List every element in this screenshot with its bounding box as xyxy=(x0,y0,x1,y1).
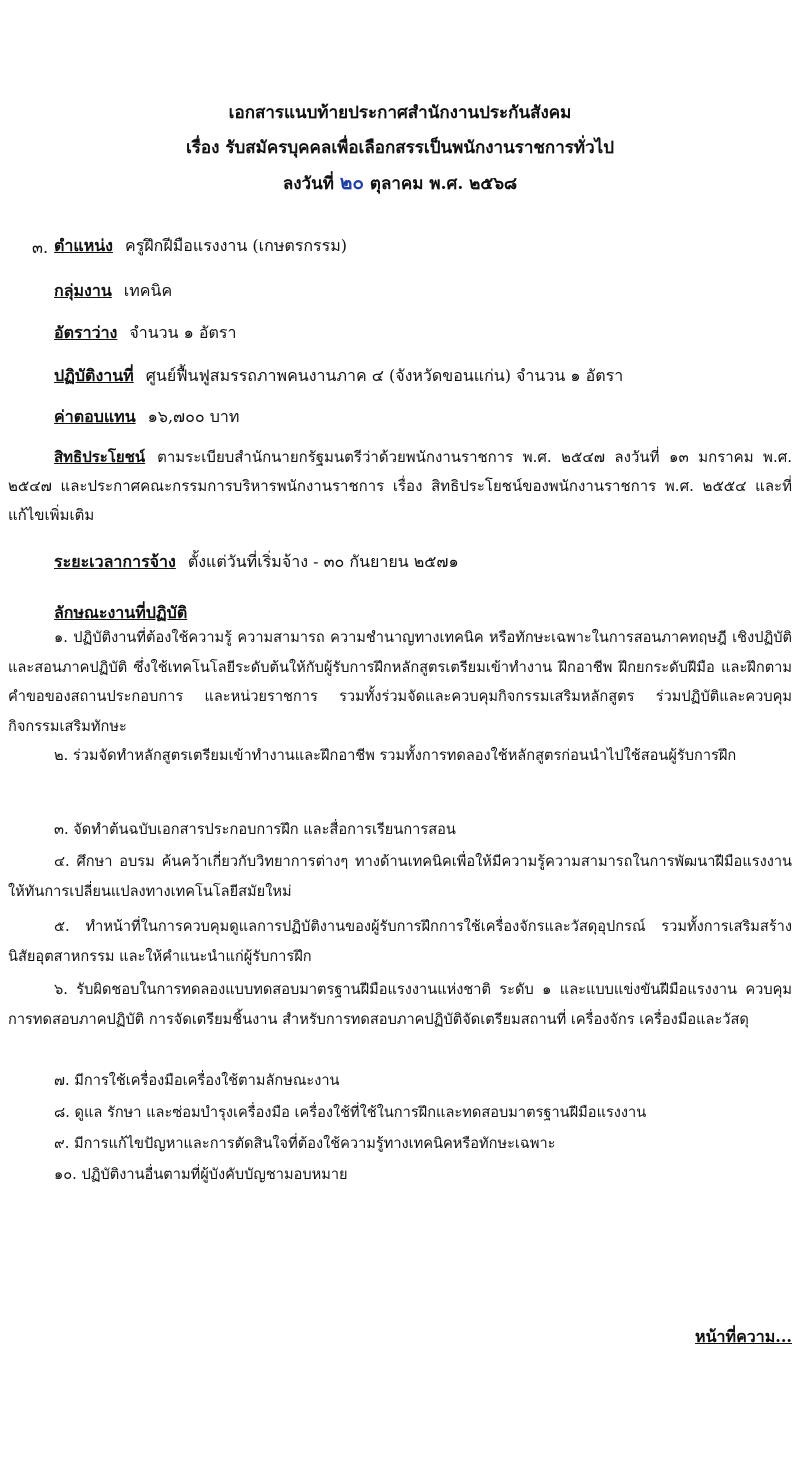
duty-text: ๘. ดูแล รักษา และซ่อมบำรุงเครื่องมือ เครื่องใช้ที่ใช้ในการฝึกและทดสอบมาตรฐานฝีมือแรงงาน xyxy=(54,1104,647,1121)
duty-text: ๕. ทำหน้าที่ในการควบคุมดูแลการปฏิบัติงานของผู้รับการฝึกการใช้เครื่องจักรและวัสดุอุปกรณ์ รวมทั้งการเสริมสร้างนิสัยอุตสาหกรรม และให้คำแนะนำแก่ผู้รับการฝึก xyxy=(8,918,792,965)
group-label: กลุ่มงาน xyxy=(54,281,112,300)
workplace-value: ศูนย์ฟื้นฟูสมรรถภาพคนงานภาค ๔ (จังหวัดขอนแก่น) จำนวน ๑ อัตรา xyxy=(145,366,624,385)
duty-item xyxy=(8,1066,792,1096)
duty-text: ๓. จัดทำต้นฉบับเอกสารประกอบการฝึก และสื่อการเรียนการสอน xyxy=(54,821,456,838)
duty-item xyxy=(8,1160,792,1190)
duty-item xyxy=(8,1129,792,1159)
header-date-suffix: ตุลาคม พ.ศ. ๒๕๖๘ xyxy=(369,174,518,194)
duties-title: ลักษณะงานที่ปฏิบัติ xyxy=(54,603,188,622)
duty-text: ๗. มีการใช้เครื่องมือเครื่องใช้ตามลักษณะงาน xyxy=(54,1072,340,1089)
duty-text: ๑. ปฏิบัติงานที่ต้องใช้ความรู้ ความสามารถ ความชำนาญทางเทคนิค หรือทักษะเฉพาะในการสอนภาคทฤษฎี เชิงปฏิบัติและสอนภาคปฏิบัติ ซึ่งใช้เทคโนโลยีระดับต้นให้กับผู้รับการฝึกหลักสูตรเตรียมเข้าทำงาน ฝึกอาชีพ ฝึกยกระดับฝีมือ และฝึกตามคำขอของสถานประกอบการ และหน่วยราชการ รวมทั้งร่วมจัดและควบคุมกิจกรรมเสริมหลักสูตร ร่วมปฏิบัติและควบคุมกิจกรรมเสริมทักษะ xyxy=(8,629,792,735)
period-row xyxy=(54,552,459,572)
benefits-text: ตามระเบียบสำนักนายกรัฐมนตรีว่าด้วยพนักงานราชการ พ.ศ. ๒๕๔๗ ลงวันที่ ๑๓ มกราคม พ.ศ. ๒๕๔๗ และประกาศคณะกรรมการบริหารพนักงานราชการ เรื่อง สิทธิประโยชน์ของพนักงานราชการ พ.ศ. ๒๕๕๔ และที่แก้ไขเพิ่มเติม xyxy=(8,448,792,524)
header-date xyxy=(0,166,800,202)
duty-text: ๒. ร่วมจัดทำหลักสูตรเตรียมเข้าทำงานและฝึกอาชีพ รวมทั้งการทดลองใช้หลักสูตรก่อนนำไปใช้สอนผู้รับการฝึก xyxy=(54,747,737,764)
document-header xyxy=(0,96,800,202)
period-value: ตั้งแต่วันที่เริ่มจ้าง - ๓๐ กันยายน ๒๕๗๑ xyxy=(187,552,459,571)
duty-item xyxy=(8,623,792,741)
workplace-row xyxy=(54,366,623,386)
position-label: ตำแหน่ง xyxy=(54,236,113,255)
group-value: เทคนิค xyxy=(123,281,173,300)
workplace-label: ปฏิบัติงานที่ xyxy=(54,366,134,385)
vacancy-row xyxy=(54,323,236,343)
duty-text: ๖. รับผิดชอบในการทดลองแบบทดสอบมาตรฐานฝีมือแรงงานแห่งชาติ ระดับ ๑ และแบบแข่งขันฝีมือแรงงาน ควบคุมการทดสอบภาคปฏิบัติ การจัดเตรียมชิ้นงาน สำหรับการทดสอบภาคปฏิบัติจัดเตรียมสถานที่ เครื่องจักร เครื่องมือและวัสดุ xyxy=(8,981,792,1028)
duty-text: ๑๐. ปฏิบัติงานอื่นตามที่ผู้บังคับบัญชามอบหมาย xyxy=(54,1166,348,1183)
duty-item xyxy=(8,815,792,845)
position-row xyxy=(54,236,347,256)
benefits-paragraph xyxy=(8,443,792,530)
duty-item xyxy=(8,1098,792,1128)
duty-item xyxy=(8,912,792,971)
header-subject: เรื่อง รับสมัครบุคคลเพื่อเลือกสรรเป็นพนักงานราชการทั่วไป xyxy=(185,138,614,158)
duty-item xyxy=(8,847,792,906)
header-date-prefix: ลงวันที่ xyxy=(282,174,334,194)
group-row xyxy=(54,281,172,301)
salary-value: ๑๖,๗๐๐ บาท xyxy=(147,407,240,426)
position-value: ครูฝึกฝีมือแรงงาน (เกษตรกรรม) xyxy=(124,236,348,255)
header-title: เอกสารแนบท้ายประกาศสำนักงานประกันสังคม xyxy=(228,103,572,123)
duty-item xyxy=(8,975,792,1034)
handwritten-day: ๒๐ xyxy=(339,172,364,194)
section-number: ๓. xyxy=(32,238,49,257)
duty-text: ๙. มีการแก้ไขปัญหาและการตัดสินใจที่ต้องใช้ความรู้ทางเทคนิคหรือทักษะเฉพาะ xyxy=(54,1135,556,1152)
salary-label: ค่าตอบแทน xyxy=(54,407,136,426)
continued-marker: หน้าที่ความ... xyxy=(695,1327,792,1346)
duty-text: ๔. ศึกษา อบรม ค้นคว้าเกี่ยวกับวิทยาการต่างๆ ทางด้านเทคนิคเพื่อให้มีความรู้ความสามารถในการพัฒนาฝีมือแรงงานให้ทันการเปลี่ยนแปลงทางเทคโนโลยีสมัยใหม่ xyxy=(8,853,792,900)
salary-row xyxy=(54,407,239,427)
benefits-label: สิทธิประโยชน์ xyxy=(54,448,146,466)
duty-item xyxy=(8,741,792,771)
period-label: ระยะเวลาการจ้าง xyxy=(54,552,176,571)
vacancy-value: จำนวน ๑ อัตรา xyxy=(129,323,237,342)
vacancy-label: อัตราว่าง xyxy=(54,323,118,342)
